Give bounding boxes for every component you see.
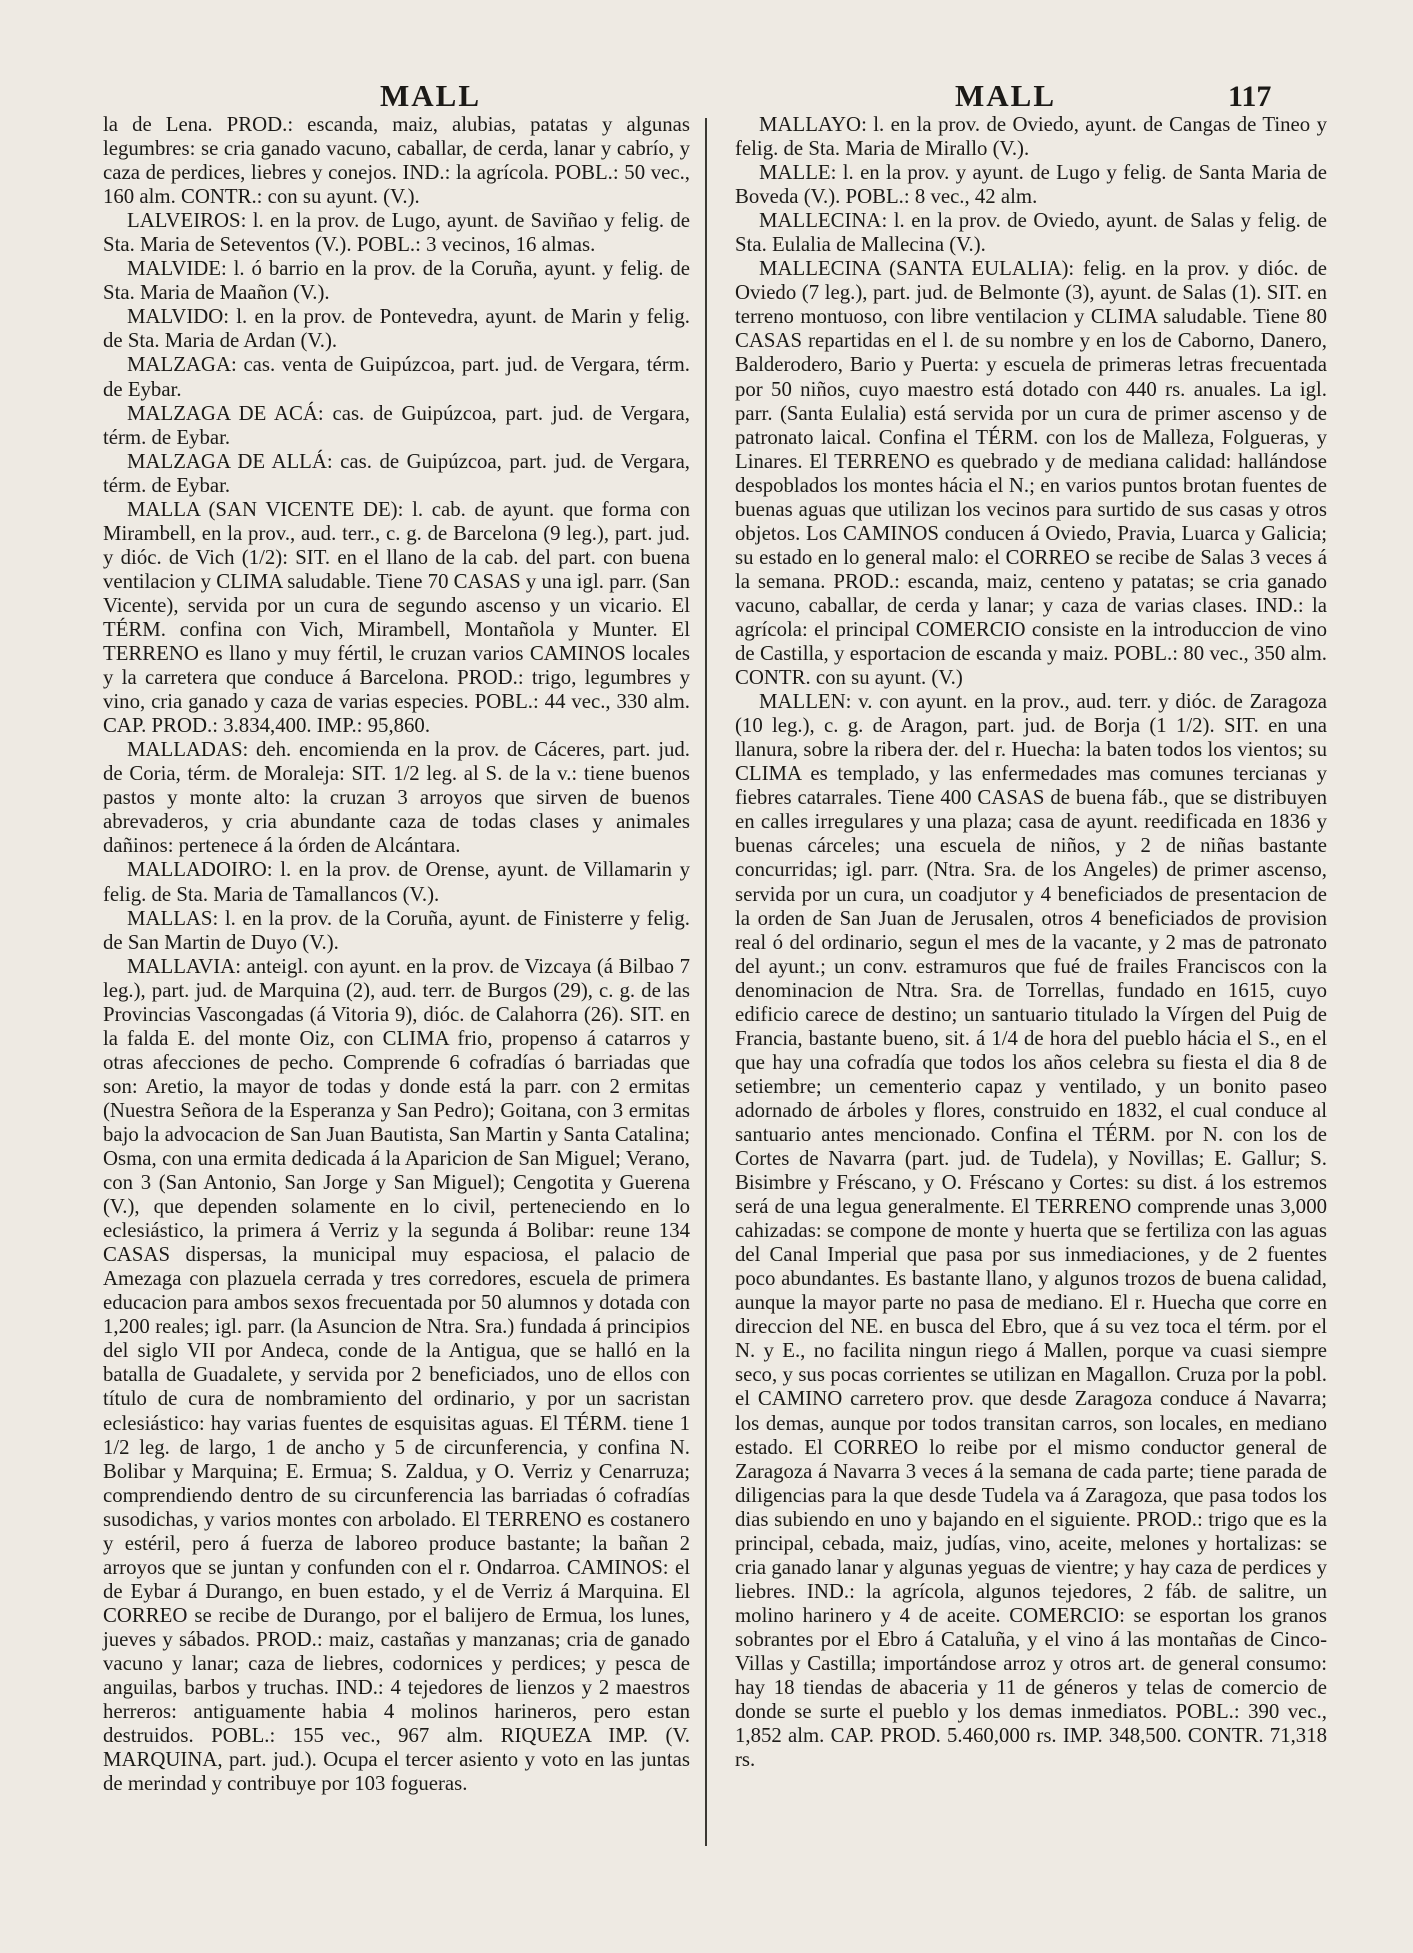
entry-mallayo: MALLAYO: l. en la prov. de Oviedo, ayunt. de Cangas de Tineo y felig. de Sta. Maria de Mirallo (V.). [735,113,1327,161]
running-head-right: MALL [955,78,1056,113]
entry-malla: MALLA (SAN VICENTE DE): l. cab. de ayunt. que forma con Mirambell, en la prov., aud. terr., c. g. de Barcelona (9 leg.), part. jud. y dióc. de Vich (1/2): SIT. en el llano de la cab. del part. con buena ventilacion y CLIMA saludable. Tiene 70 CASAS y una igl. parr. (San Vicente), servida por un cura de segundo ascenso y un vicario. El TÉRM. confina con Vich, Mirambell, Montañola y Munter. El TERRENO es llano y muy fértil, le cruzan varios CAMINOS locales y la carretera que conduce á Barcelona. PROD.: trigo, legumbres y vino, cria ganado y caza de varias especies. POBL.: 44 vec., 330 alm. CAP. PROD.: 3.834,400. IMP.: 95,860. [103,497,690,738]
entry-mallecina-santa-eulalia: MALLECINA (SANTA EULALIA): felig. en la prov. y dióc. de Oviedo (7 leg.), part. jud. de Belmonte (3), ayunt. de Salas (1). SIT. en terreno montuoso, con libre ventilacion y CLIMA saludable. Tiene 80 CASAS repartidas en el l. de su nombre y en los de Caborno, Danero, Balderodero, Bario y Puerta: y escuela de primeras letras frecuentada por 50 niños, cuyo maestro está dotado con 440 rs. anuales. La igl. parr. (Santa Eulalia) está servida por un cura de primer ascenso y de patronato laical. Confina el TÉRM. con los de Malleza, Folgueras, y Linares. El TERRENO es quebrado y de mediana calidad: hallándose despoblados los montes hácia el N.; en varios puntos brotan fuentes de buenas aguas que utilizan los vecinos para surtido de sus casas y otros objetos. Los CAMINOS conducen á Oviedo, Pravia, Luarca y Galicia; su estado en lo general malo: el CORREO se recibe de Salas 3 veces á la semana. PROD.: escanda, maiz, centeno y patatas; se cria ganado vacuno, caballar, de cerda y lanar; y caza de varias clases. IND.: la agrícola: el principal COMERCIO consiste en la introduccion de vino de Castilla, y esportacion de escanda y maiz. POBL.: 80 vec., 350 alm. CONTR. con su ayunt. (V.) [735,257,1327,690]
entry-malvide: MALVIDE: l. ó barrio en la prov. de la Coruña, ayunt. y felig. de Sta. Maria de Maañon (V.). [103,257,690,305]
left-column [103,113,690,1796]
entry-continued: la de Lena. PROD.: escanda, maiz, alubias, patatas y algunas legumbres: se cria ganado vacuno, caballar, de cerda, lanar y cabrío, y caza de perdices, liebres y conejos. IND.: la agrícola. POBL.: 50 vec., 160 alm. CONTR.: con su ayunt. (V.). [103,113,690,209]
entry-mallas: MALLAS: l. en la prov. de la Coruña, ayunt. de Finisterre y felig. de San Martin de Duyo (V.). [103,906,690,954]
entry-malzaga: MALZAGA: cas. venta de Guipúzcoa, part. jud. de Vergara, térm. de Eybar. [103,353,690,401]
entry-malle: MALLE: l. en la prov. y ayunt. de Lugo y felig. de Santa Maria de Boveda (V.). POBL.: 8 vec., 42 alm. [735,161,1327,209]
entry-lalveiros: LALVEIROS: l. en la prov. de Lugo, ayunt. de Saviñao y felig. de Sta. Maria de Seteventos (V.). POBL.: 3 vecinos, 16 almas. [103,209,690,257]
running-head-left: MALL [380,78,481,113]
column-divider [705,118,707,1846]
right-column [735,113,1327,1772]
entry-mallavia: MALLAVIA: anteigl. con ayunt. en la prov. de Vizcaya (á Bilbao 7 leg.), part. jud. de Marquina (2), aud. terr. de Burgos (29), c. g. de las Provincias Vascongadas (á Vitoria 9), dióc. de Calahorra (26). SIT. en la falda E. del monte Oiz, con CLIMA frio, propenso á catarros y otras afecciones de pecho. Comprende 6 cofradías ó barriadas que son: Aretio, la mayor de todas y donde está la parr. con 2 ermitas (Nuestra Señora de la Esperanza y San Pedro); Goitana, con 3 ermitas bajo la advocacion de San Juan Bautista, San Martin y Santa Catalina; Osma, con una ermita dedicada á la Aparicion de San Miguel; Verano, con 3 (San Antonio, San Jorge y San Miguel); Cengotita y Guerena (V.), que dependen solamente en lo civil, perteneciendo en lo eclesiástico, la primera á Verriz y la segunda á Bolibar: reune 134 CASAS dispersas, la municipal muy espaciosa, el palacio de Amezaga con plazuela cerrada y tres corredores, escuela de primera educacion para ambos sexos frecuentada por 50 alumnos y dotada con 1,200 reales; igl. parr. (la Asuncion de Ntra. Sra.) fundada á principios del siglo VII por Andeca, conde de la Antigua, que se halló en la batalla de Guadalete, y servida por 2 beneficiados, uno de ellos con título de cura de nombramiento del ordinario, y por un sacristan eclesiástico: hay varias fuentes de esquisitas aguas. El TÉRM. tiene 1 1/2 leg. de largo, 1 de ancho y 5 de circunferencia, y confina N. Bolibar y Marquina; E. Ermua; S. Zaldua, y O. Verriz y Cenarruza; comprendiendo dentro de su circunferencia las barriadas ó cofradías susodichas, y varios montes con arbolado. El TERRENO es costanero y estéril, pero á fuerza de laboreo produce bastante; la bañan 2 arroyos que se juntan y confunden con el r. Ondarroa. CAMINOS: el de Eybar á Durango, en buen estado, y el de Verriz á Marquina. El CORREO se recibe de Durango, por el balijero de Ermua, los lunes, jueves y sábados. PROD.: maiz, castañas y manzanas; cria de ganado vacuno y lanar; caza de liebres, codornices y perdices; y pesca de anguilas, barbos y truchas. IND.: 4 tejedores de lienzos y 2 maestros herreros: antiguamente habia 4 molinos harineros, pero estan destruidos. POBL.: 155 vec., 967 alm. RIQUEZA IMP. (V. MARQUINA, part. jud.). Ocupa el tercer asiento y voto en las juntas de merindad y contribuye por 103 fogueras. [103,954,690,1796]
entry-malzaga-de-alla: MALZAGA DE ALLÁ: cas. de Guipúzcoa, part. jud. de Vergara, térm. de Eybar. [103,449,690,497]
entry-mallecina: MALLECINA: l. en la prov. de Oviedo, ayunt. de Salas y felig. de Sta. Eulalia de Mallecina (V.). [735,209,1327,257]
entry-mallen: MALLEN: v. con ayunt. en la prov., aud. terr. y dióc. de Zaragoza (10 leg.), c. g. de Aragon, part. jud. de Borja (1 1/2). SIT. en una llanura, sobre la ribera der. del r. Huecha: la baten todos los vientos; su CLIMA es templado, y las enfermedades mas comunes tercianas y fiebres catarrales. Tiene 400 CASAS de buena fáb., que se distribuyen en calles irregulares y una plaza; casa de ayunt. reedificada en 1836 y buenas cárceles; una escuela de niños, y 2 de niñas bastante concurridas; igl. parr. (Ntra. Sra. de los Angeles) de primer ascenso, servida por un cura, un coadjutor y 4 beneficiados de presentacion de la orden de San Juan de Jerusalen, otros 4 beneficiados de provision real ó del ordinario, segun el mes de la vacante, y 2 mas de patronato del ayunt.; un conv. estramuros que fué de frailes Franciscos con la denominacion de Ntra. Sra. de Torrellas, fundado en 1615, cuyo edificio carece de destino; un santuario titulado la Vírgen del Puig de Francia, bastante bueno, sit. á 1/4 de hora del pueblo hácia el S., en el que hay una cofradía que todos los años celebra su fiesta el dia 8 de setiembre; un cementerio capaz y ventilado, y un bonito paseo adornado de árboles y flores, construido en 1832, el cual conduce al santuario antes mencionado. Confina el TÉRM. por N. con los de Cortes de Navarra (part. jud. de Tudela), y Novillas; E. Gallur; S. Bisimbre y Fréscano, y O. Fréscano y Cortes: su dist. á los estremos será de una legua generalmente. El TERRENO comprende unas 3,000 cahizadas: se compone de monte y huerta que se fertiliza con las aguas del Canal Imperial que pasa por sus inmediaciones, y de 2 fuentes poco abundantes. Es bastante llano, y algunos trozos de buena calidad, aunque la mayor parte no pasa de mediano. El r. Huecha que corre en direccion del NE. en busca del Ebro, que á su vez toca el térm. por el N. y E., no facilita ningun riego á Mallen, porque va cuasi siempre seco, y sus pocas corrientes se utilizan en Magallon. Cruza por la pobl. el CAMINO carretero prov. que desde Zaragoza conduce á Navarra; los demas, aunque por todos transitan carros, son locales, en mediano estado. El CORREO lo reibe por el mismo conductor general de Zaragoza á Navarra 3 veces á la semana de cada parte; tiene parada de diligencias para la que desde Tudela va á Zaragoza, que pasa todos los dias subiendo en uno y bajando en el siguiente. PROD.: trigo que es la principal, cebada, maiz, judías, vino, aceite, melones y hortalizas: se cria ganado lanar y algunas yeguas de vientre; y hay caza de perdices y liebres. IND.: la agrícola, algunos tejedores, 2 fáb. de salitre, un molino harinero y 4 de aceite. COMERCIO: se esportan los granos sobrantes por el Ebro á Cataluña, y el vino á las montañas de Cinco-Villas y Castilla; importándose arroz y otros art. de general consumo: hay 18 tiendas de abaceria y 11 de géneros y telas de comercio de donde se surte el pueblo y los demas inmediatos. POBL.: 390 vec., 1,852 alm. CAP. PROD. 5.460,000 rs. IMP. 348,500. CONTR. 71,318 rs. [735,690,1327,1772]
entry-malladas: MALLADAS: deh. encomienda en la prov. de Cáceres, part. jud. de Coria, térm. de Moraleja: SIT. 1/2 leg. al S. de la v.: tiene buenos pastos y monte alto: la cruzan 3 arroyos que sirven de buenos abrevaderos, y cria abundante caza de todas clases y animales dañinos: pertenece á la órden de Alcántara. [103,738,690,858]
page-number: 117 [1228,80,1272,113]
entry-malzaga-de-aca: MALZAGA DE ACÁ: cas. de Guipúzcoa, part. jud. de Vergara, térm. de Eybar. [103,401,690,449]
entry-malladoiro: MALLADOIRO: l. en la prov. de Orense, ayunt. de Villamarin y felig. de Sta. Maria de Tamallancos (V.). [103,858,690,906]
entry-malvido: MALVIDO: l. en la prov. de Pontevedra, ayunt. de Marin y felig. de Sta. Maria de Ardan (V.). [103,305,690,353]
